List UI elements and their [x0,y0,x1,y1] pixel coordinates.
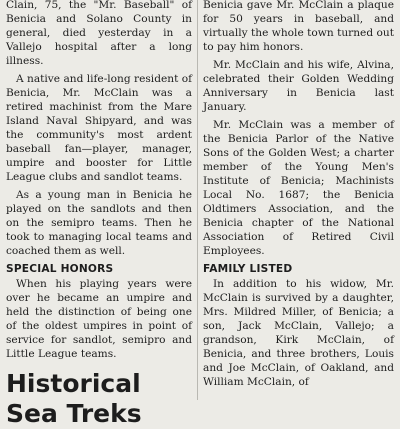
article-paragraph: In addition to his widow, Mr. McClain is survived by a daughter, Mrs. Mildred Miller, of Benicia; a son, Jack McClain, Vallejo; a grandson, Kirk McClain, of Benicia, and three brothers, Louis and Joe McClain, of Oakland, and William McClain, of [203,278,394,388]
article-paragraph: Benicia gave Mr. McClain a plaque for 50 years in baseball, and virtually the whole town turned out to pay him honors. [203,0,394,53]
article-paragraph: A native and life-long resident of Benicia, Mr. McClain was a retired machinist from the Mare Island Naval Shipyard, and was the community's most ardent baseball fan—player, manager, umpire and booster for Little League clubs and sandlot teams. [6,73,192,183]
next-article-headline-cut [6,399,192,428]
family-listed-subheading: FAMILY LISTED [203,263,293,275]
article-paragraph: Mr. McClain was a member of the Benicia Parlor of the Native Sons of the Golden West; a charter member of the Young Men's Institute of Benicia; Machinists Local No. 1687; the Benicia Oldtimers Association, and the Benicia chapter of the National Association of Retired Civil Employees. [203,119,394,257]
next-article-headline-line2: Sea Treks [6,399,142,428]
article-paragraph: Clain, 75, the "Mr. Baseball" of Benicia and Solano County in general, died yesterday in a Vallejo hospital after a long illness. [6,0,192,67]
next-article-headline: Historical [6,369,141,398]
special-honors-subheading: SPECIAL HONORS [6,263,114,275]
article-paragraph: When his playing years were over he became an umpire and held the distinction of being one of the oldest umpires in point of service for sandlot, semipro and Little League teams. [6,278,192,360]
right-column [203,0,394,393]
article-paragraph: Mr. McClain and his wife, Alvina, celebrated their Golden Wedding Anniversary in Benicia last January. [203,59,394,113]
column-divider [197,0,198,400]
article-paragraph: As a young man in Benicia he played on the sandlots and then on the semipro teams. Then he took to managing local teams and coached them as well. [6,189,192,257]
left-column [6,0,192,428]
